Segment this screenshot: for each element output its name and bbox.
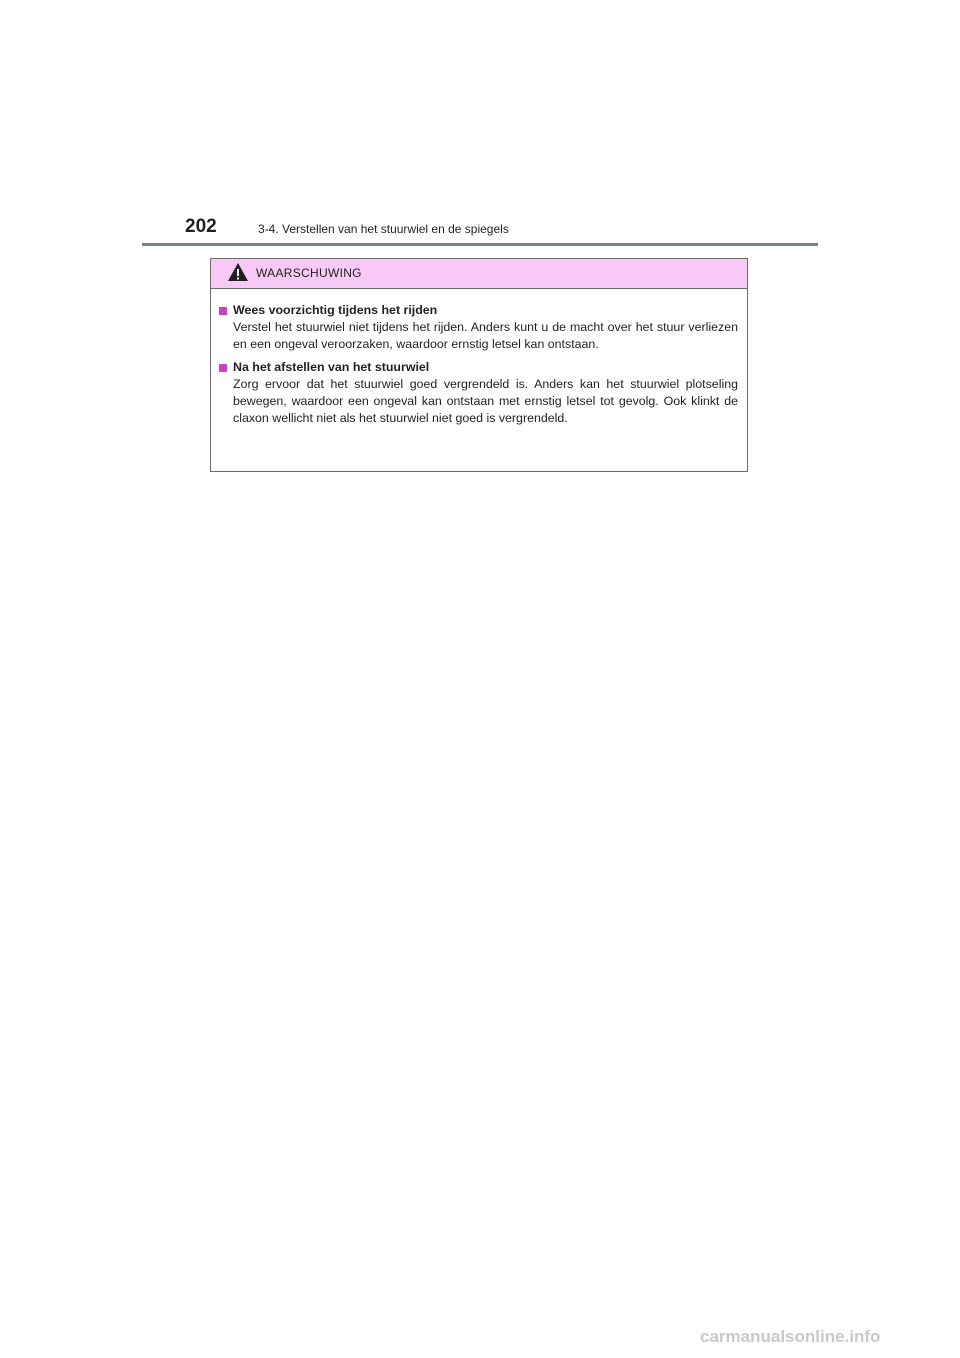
warning-item-text: Zorg ervoor dat het stuurwiel goed vergrendeld is. Anders kan het stuurwiel plotseling bewegen, waardoor een ongeval kan ontstaan met ernstig letsel tot gevolg. Ook klinkt de claxon wellicht niet als het stuurwiel niet goed is vergrendeld. xyxy=(233,377,738,425)
header-rule xyxy=(142,243,818,246)
section-title: 3-4. Verstellen van het stuurwiel en de spiegels xyxy=(258,222,509,236)
warning-body xyxy=(211,289,747,427)
watermark: carmanualsonline.info xyxy=(700,1327,881,1346)
warning-item-text: Verstel het stuurwiel niet tijdens het rijden. Anders kunt u de macht over het stuur verliezen en een ongeval veroorzaken, waardoor ernstig letsel kan ontstaan. xyxy=(233,320,738,351)
warning-title: WAARSCHUWING xyxy=(256,266,362,280)
warning-item xyxy=(219,302,738,353)
page-number: 202 xyxy=(185,216,217,237)
warning-item xyxy=(219,359,738,427)
warning-triangle-icon xyxy=(227,262,249,282)
warning-item-heading xyxy=(219,302,738,319)
warning-box xyxy=(210,258,748,472)
warning-header xyxy=(211,259,747,289)
square-bullet-icon xyxy=(219,307,227,315)
warning-item-heading-text: Na het afstellen van het stuurwiel xyxy=(233,360,430,374)
warning-item-heading xyxy=(219,359,738,376)
warning-item-heading-text: Wees voorzichtig tijdens het rijden xyxy=(233,303,438,317)
square-bullet-icon xyxy=(219,364,227,372)
